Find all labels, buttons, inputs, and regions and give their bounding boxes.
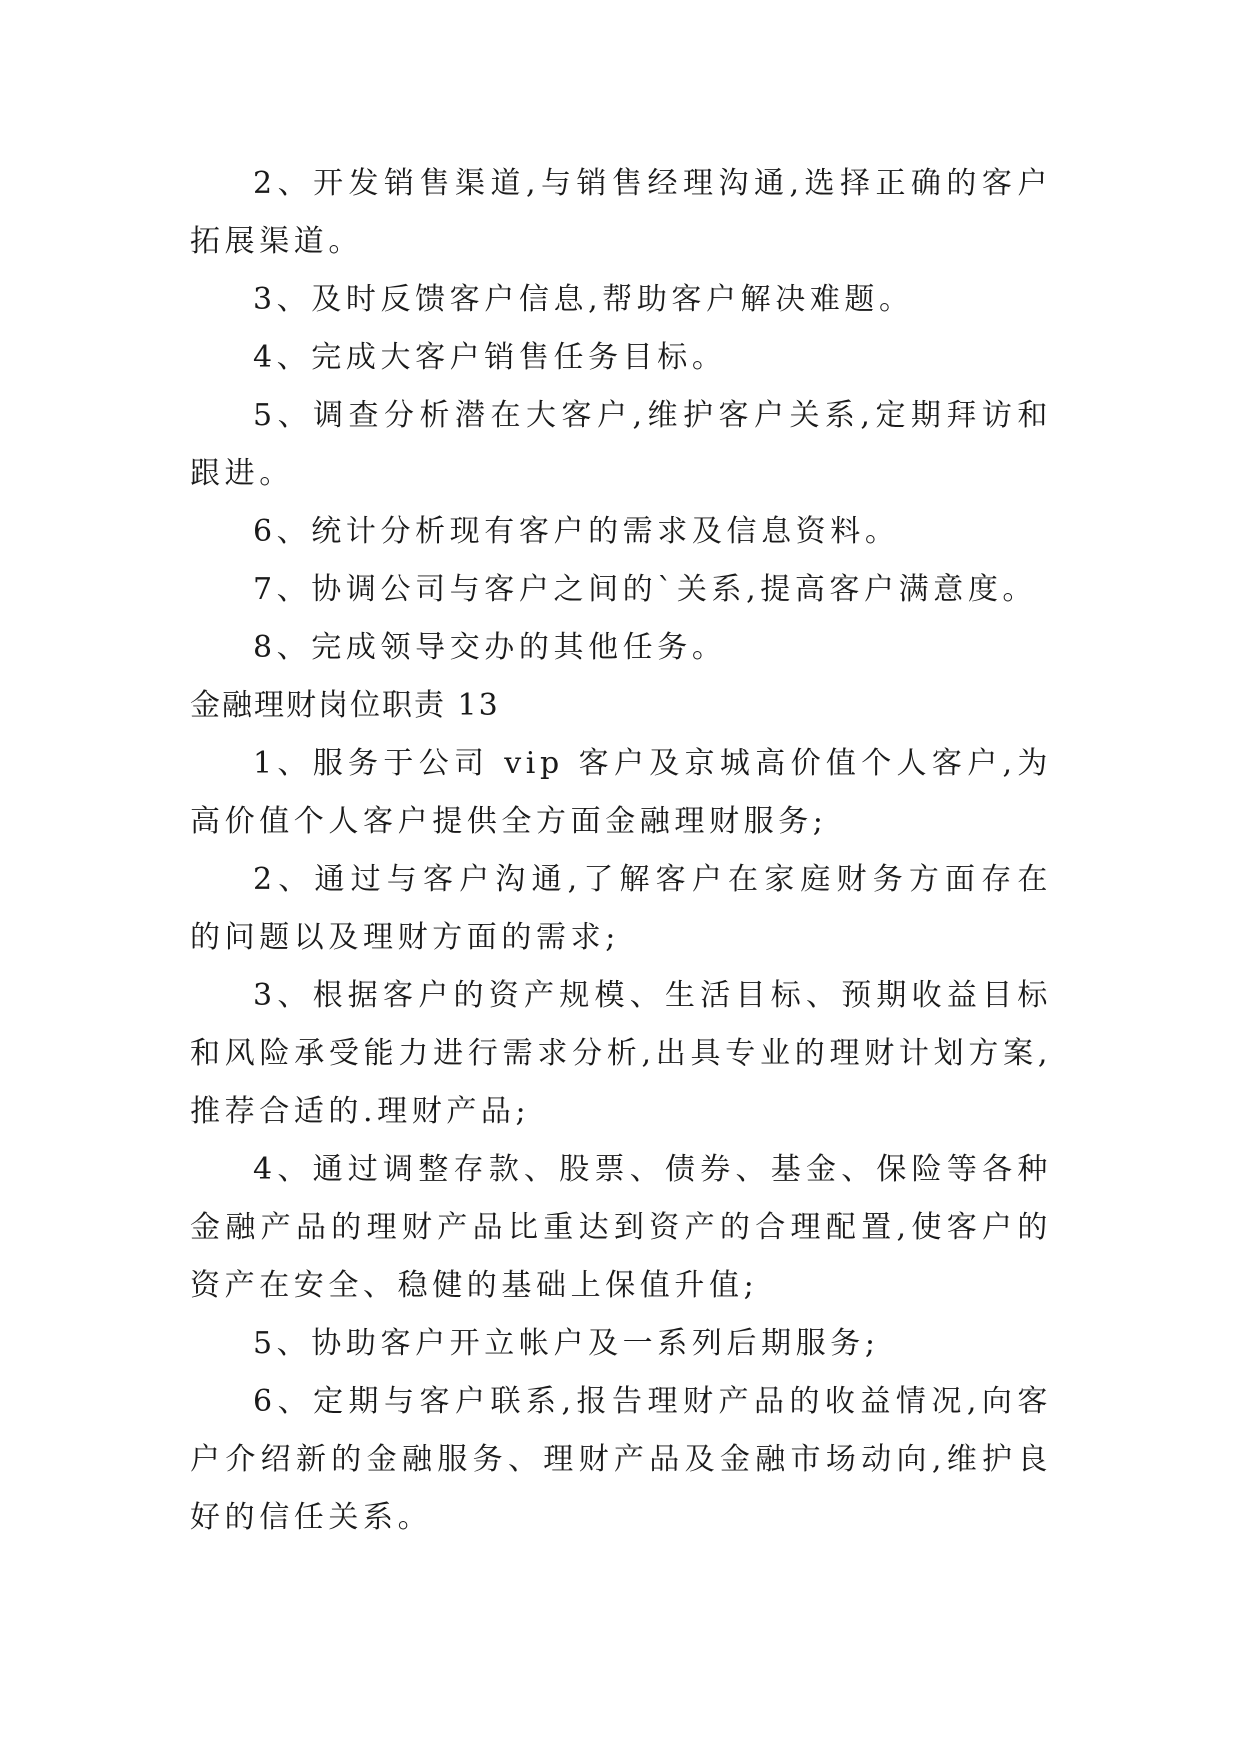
section-heading: 金融理财岗位职责 13 <box>190 688 500 723</box>
duty-item-prev-2: 2、开发销售渠道,与销售经理沟通,选择正确的客户拓展渠道。 <box>190 166 1052 259</box>
duty-item-5: 5、协助客户开立帐户及一系列后期服务; <box>253 1326 880 1361</box>
duty-item-prev-5: 5、调查分析潜在大客户,维护客户关系,定期拜访和跟进。 <box>190 398 1052 491</box>
duty-item-prev-8: 8、完成领导交办的其他任务。 <box>253 630 727 665</box>
document-body <box>190 155 1052 1547</box>
duty-item-prev-7: 7、协调公司与客户之间的`关系,提高客户满意度。 <box>253 572 1038 607</box>
duty-item-6: 6、定期与客户联系,报告理财产品的收益情况,向客户介绍新的金融服务、理财产品及金融市场动向,维护良好的信任关系。 <box>190 1384 1052 1535</box>
duty-item-1: 1、服务于公司 vip 客户及京城高价值个人客户,为高价值个人客户提供全方面金融理财服务; <box>190 746 1052 839</box>
duty-item-2: 2、通过与客户沟通,了解客户在家庭财务方面存在的问题以及理财方面的需求; <box>190 862 1052 955</box>
duty-item-4: 4、通过调整存款、股票、债券、基金、保险等各种金融产品的理财产品比重达到资产的合理配置,使客户的资产在安全、稳健的基础上保值升值; <box>190 1152 1052 1303</box>
duty-item-prev-3: 3、及时反馈客户信息,帮助客户解决难题。 <box>253 282 914 317</box>
duty-item-prev-6: 6、统计分析现有客户的需求及信息资料。 <box>253 514 900 549</box>
duty-item-3: 3、根据客户的资产规模、生活目标、预期收益目标和风险承受能力进行需求分析,出具专业的理财计划方案,推荐合适的.理财产品; <box>190 978 1052 1129</box>
duty-item-prev-4: 4、完成大客户销售任务目标。 <box>253 340 727 375</box>
